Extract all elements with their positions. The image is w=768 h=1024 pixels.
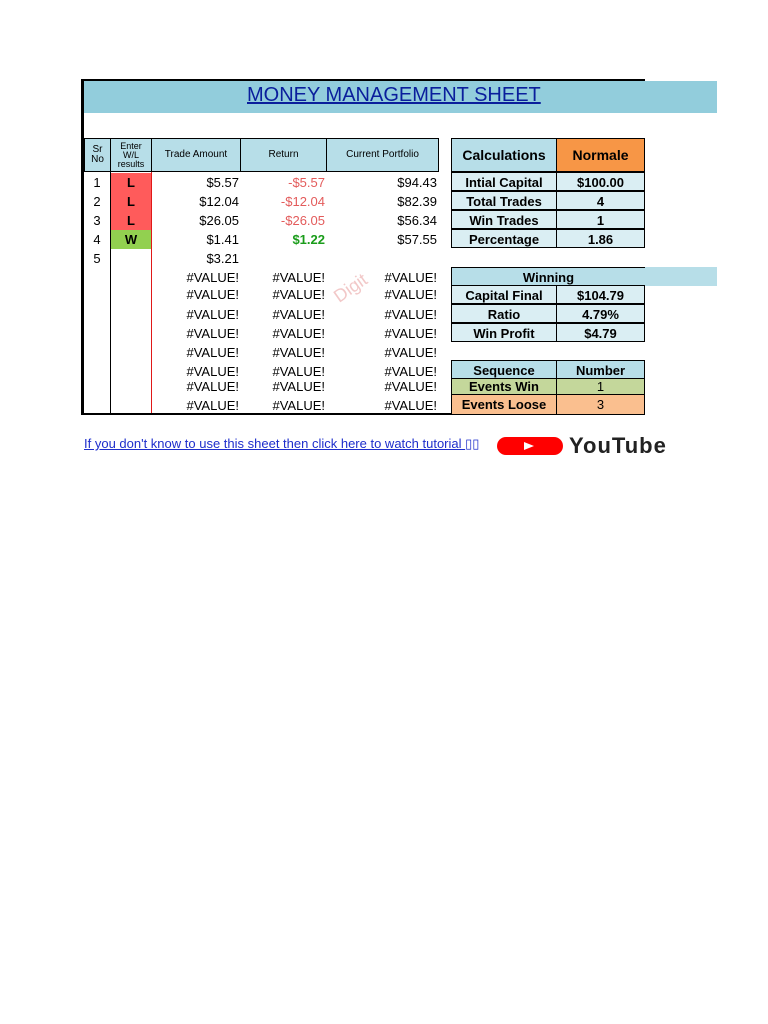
error-cell: #VALUE! [186, 270, 239, 285]
header-enter-wl: Enter W/L results [110, 138, 152, 172]
error-cell: #VALUE! [384, 345, 437, 360]
error-cell: #VALUE! [272, 270, 325, 285]
seq-label-events-loose: Events Loose [451, 394, 557, 415]
sequence-header-value: Number [556, 360, 645, 379]
error-cell: #VALUE! [186, 364, 239, 379]
watermark: Digit [330, 269, 371, 307]
row-4-wl[interactable]: W [111, 230, 151, 249]
youtube-wordmark: YouTube [569, 433, 667, 458]
row-4-amount: $1.41 [206, 232, 239, 247]
row-1-portfolio: $94.43 [397, 175, 437, 190]
row-1-return: -$5.57 [288, 175, 325, 190]
tutorial-link-text: If you don't know to use this sheet then click here to watch tutorial [84, 436, 462, 451]
error-cell: #VALUE! [272, 287, 325, 302]
row-5-sr: 5 [93, 251, 101, 266]
error-cell: #VALUE! [272, 364, 325, 379]
error-cell: #VALUE! [186, 307, 239, 322]
row-2-portfolio: $82.39 [397, 194, 437, 209]
row-2-amount: $12.04 [199, 194, 239, 209]
calc-value-win-trades: 1 [556, 210, 645, 229]
seq-value-events-loose: 3 [556, 394, 645, 415]
row-2-return: -$12.04 [280, 194, 325, 209]
row-1-wl[interactable]: L [111, 173, 151, 192]
error-cell: #VALUE! [272, 398, 325, 413]
win-label-capital-final: Capital Final [451, 285, 557, 304]
mode-label: Normale [556, 138, 645, 172]
calc-value-percentage: 1.86 [556, 229, 645, 248]
error-cell: #VALUE! [384, 364, 437, 379]
calc-value-initial-capital: $100.00 [556, 172, 645, 191]
calc-label-win-trades: Win Trades [451, 210, 557, 229]
header-trade-amount: Trade Amount [151, 138, 241, 172]
tutorial-link-glyphs: ▯▯ [465, 436, 480, 451]
row-3-amount: $26.05 [199, 213, 239, 228]
row-4-sr: 4 [93, 232, 101, 247]
seq-label-events-win: Events Win [451, 378, 557, 395]
error-cell: #VALUE! [186, 326, 239, 341]
error-cell: #VALUE! [384, 307, 437, 322]
calc-label-percentage: Percentage [451, 229, 557, 248]
error-cell: #VALUE! [272, 326, 325, 341]
row-1-amount: $5.57 [206, 175, 239, 190]
error-cell: #VALUE! [384, 287, 437, 302]
error-cell: #VALUE! [186, 345, 239, 360]
youtube-logo[interactable] [496, 433, 667, 458]
row-3-wl[interactable]: L [111, 211, 151, 230]
error-cell: #VALUE! [186, 398, 239, 413]
row-1-sr: 1 [93, 175, 101, 190]
calc-label-total-trades: Total Trades [451, 191, 557, 210]
tutorial-link[interactable] [84, 436, 479, 452]
calculations-header: Calculations [451, 138, 557, 172]
row-2-sr: 2 [93, 194, 101, 209]
calc-value-total-trades: 4 [556, 191, 645, 210]
win-label-ratio: Ratio [451, 304, 557, 323]
win-value-ratio: 4.79% [556, 304, 645, 323]
row-5-amount: $3.21 [206, 251, 239, 266]
error-cell: #VALUE! [186, 287, 239, 302]
youtube-play-icon [496, 436, 566, 458]
error-cell: #VALUE! [272, 307, 325, 322]
header-return: Return [240, 138, 327, 172]
row-4-portfolio: $57.55 [397, 232, 437, 247]
calc-label-initial-capital: Intial Capital [451, 172, 557, 191]
row-2-wl[interactable]: L [111, 192, 151, 211]
seq-value-events-win: 1 [556, 378, 645, 395]
win-value-capital-final: $104.79 [556, 285, 645, 304]
header-current-portfolio: Current Portfolio [326, 138, 439, 172]
header-sr-no: Sr No [84, 138, 111, 172]
error-cell: #VALUE! [384, 270, 437, 285]
row-3-portfolio: $56.34 [397, 213, 437, 228]
row-5-wl[interactable] [111, 249, 151, 268]
error-cell: #VALUE! [384, 326, 437, 341]
row-3-return: -$26.05 [280, 213, 325, 228]
error-cell: #VALUE! [384, 398, 437, 413]
error-cell: #VALUE! [384, 379, 437, 394]
error-cell: #VALUE! [272, 345, 325, 360]
winning-header: Winning [451, 267, 645, 286]
win-value-win-profit: $4.79 [556, 323, 645, 342]
error-cell: #VALUE! [272, 379, 325, 394]
row-3-sr: 3 [93, 213, 101, 228]
error-cell: #VALUE! [186, 379, 239, 394]
win-label-win-profit: Win Profit [451, 323, 557, 342]
row-4-return: $1.22 [292, 232, 325, 247]
sheet-title: MONEY MANAGEMENT SHEET [247, 84, 541, 106]
sequence-header-label: Sequence [451, 360, 557, 379]
